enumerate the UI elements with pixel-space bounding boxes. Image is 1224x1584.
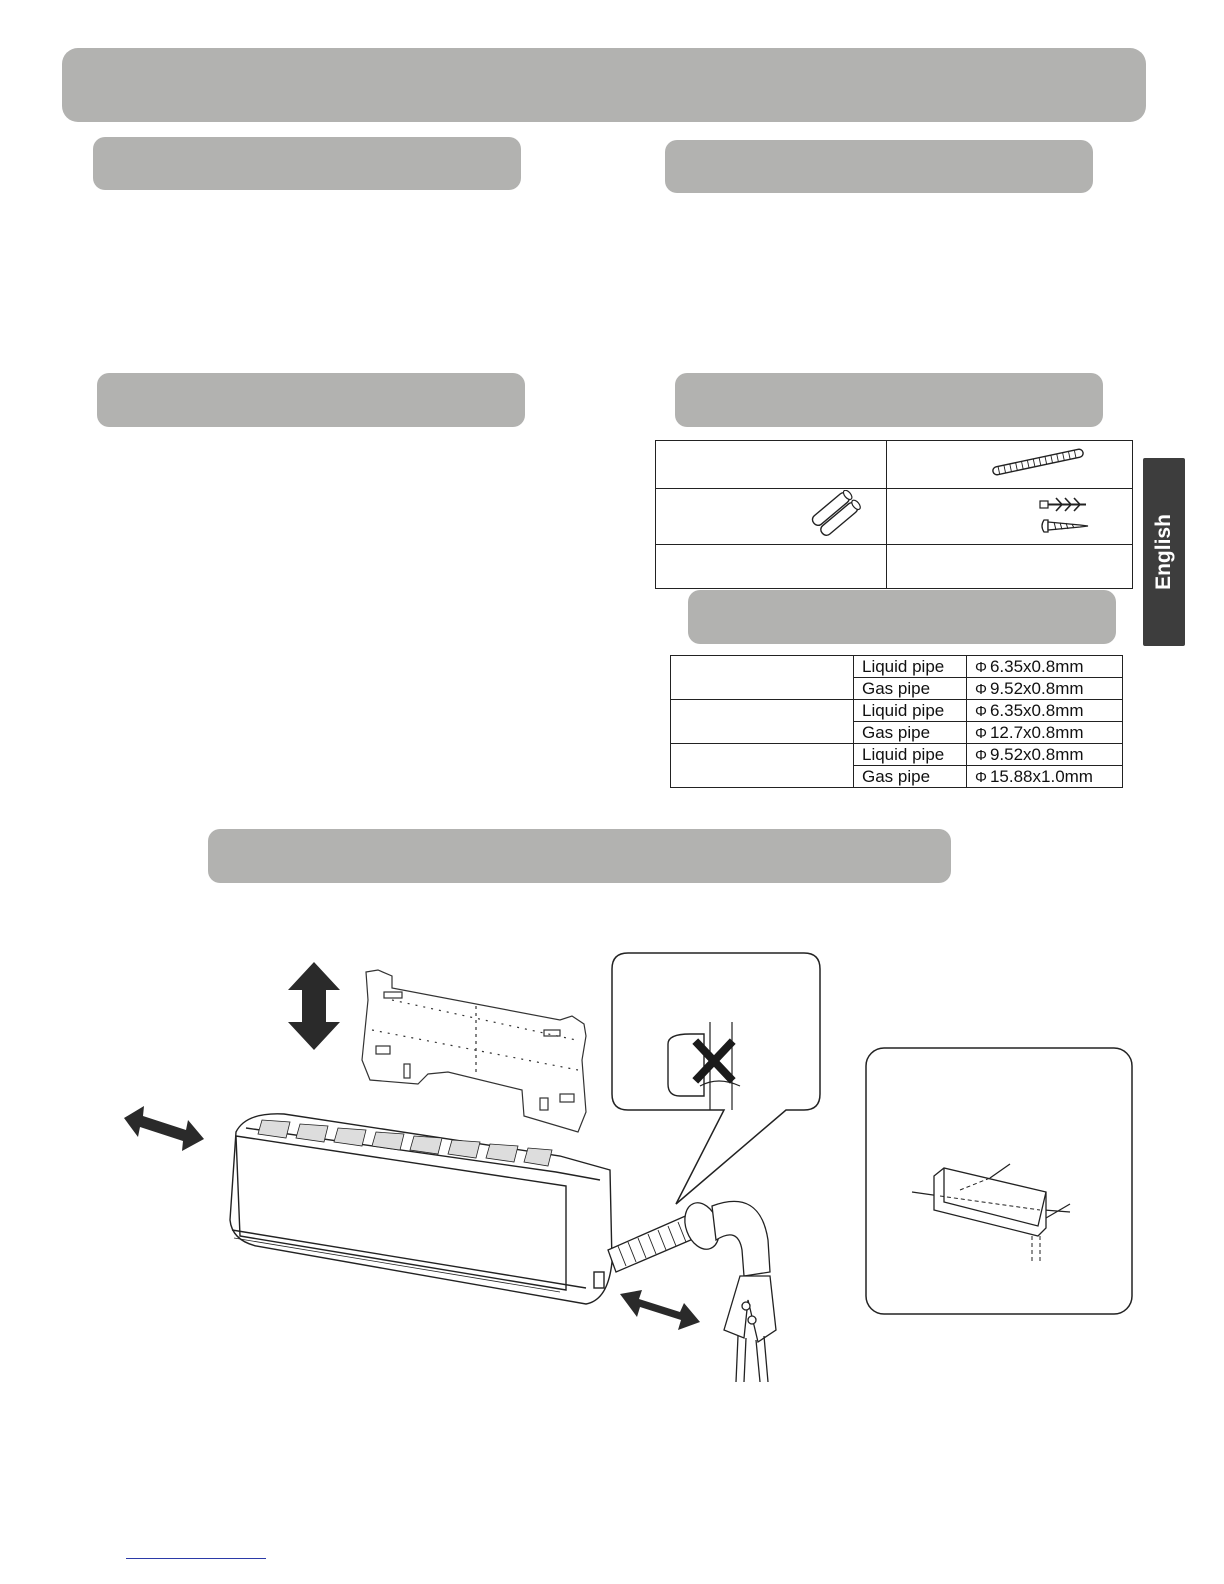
pipe-size-value: 15.88x1.0mm [989,766,1093,786]
phi-symbol: Φ [975,746,987,764]
pipe-size-value: 9.52x0.8mm [989,744,1084,764]
warning-callout [612,953,820,1204]
pipe-type: Liquid pipe [854,744,967,766]
pipe-size-value: 9.52x0.8mm [989,678,1084,698]
mounting-plate-icon [362,970,586,1132]
language-tab-label: English [1152,514,1175,590]
phi-symbol: Φ [975,680,987,698]
pipe-size-value: 6.35x0.8mm [989,656,1084,676]
pipe-bundle-icon [608,1198,776,1382]
pipe-type: Gas pipe [854,766,967,788]
double-arrow-icon [288,962,340,1050]
detail-box [866,1048,1132,1314]
footer-link-underline[interactable] [126,1558,266,1559]
pipe-size-value: 6.35x0.8mm [989,700,1084,720]
indoor-unit-icon [230,1114,612,1304]
pipe-type: Gas pipe [854,722,967,744]
double-arrow-icon [620,1290,700,1330]
pipe-size-value: 12.7x0.8mm [989,722,1084,742]
pipe-type: Liquid pipe [854,700,967,722]
double-arrow-icon [124,1106,204,1151]
pipe-type: Gas pipe [854,678,967,700]
pipe-type: Liquid pipe [854,656,967,678]
phi-symbol: Φ [975,658,987,676]
phi-symbol: Φ [975,768,987,786]
phi-symbol: Φ [975,724,987,742]
phi-symbol: Φ [975,702,987,720]
